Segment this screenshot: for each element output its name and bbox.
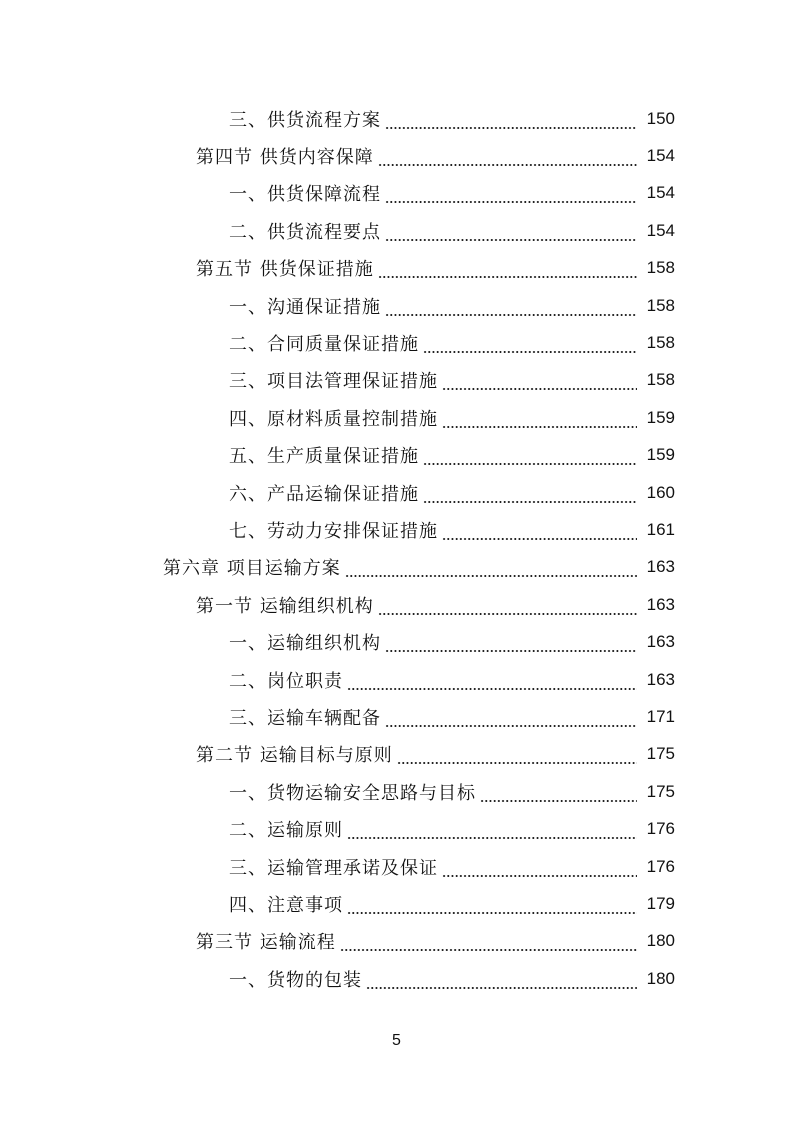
toc-entry[interactable]: [0, 474, 675, 511]
toc-entry[interactable]: [0, 437, 675, 474]
toc-entry-page: 180: [646, 968, 675, 988]
dot-leader: [385, 186, 637, 204]
toc-entry-label: 一、货物的包装: [229, 969, 362, 991]
dot-leader: [385, 224, 637, 242]
dot-leader: [442, 860, 637, 878]
dot-leader: [347, 822, 637, 840]
toc-entry-label: 七、劳动力安排保证措施: [229, 520, 438, 542]
toc-entry-page: 175: [646, 781, 675, 801]
page-number: 5: [392, 1032, 401, 1049]
toc-entry[interactable]: [0, 698, 675, 735]
toc-entry[interactable]: [0, 175, 675, 212]
toc-entry-label: 三、运输管理承诺及保证: [229, 857, 438, 879]
dot-leader: [366, 972, 637, 990]
toc-entry[interactable]: [0, 100, 675, 137]
toc-entry[interactable]: [0, 736, 675, 773]
toc-entry-label: 第四节 供货内容保障: [196, 147, 374, 169]
toc-entry-page: 176: [646, 819, 675, 839]
toc-entry-page: 179: [646, 893, 675, 913]
dot-leader: [442, 411, 637, 429]
toc-entry[interactable]: [0, 885, 675, 922]
dot-leader: [423, 336, 637, 354]
toc-entry-label: 第六章 项目运输方案: [163, 558, 341, 580]
toc-entry-label: 三、运输车辆配备: [229, 707, 381, 729]
toc-entry[interactable]: [0, 773, 675, 810]
toc-entry-label: 第五节 供货保证措施: [196, 259, 374, 281]
toc-entry-page: 158: [646, 258, 675, 278]
toc-entry[interactable]: [0, 137, 675, 174]
toc-entry-label: 一、沟通保证措施: [229, 296, 381, 318]
toc-entry[interactable]: [0, 549, 675, 586]
toc-entry[interactable]: [0, 250, 675, 287]
toc-entry-page: 159: [646, 407, 675, 427]
toc-entry-page: 158: [646, 370, 675, 390]
toc-entry[interactable]: [0, 399, 675, 436]
dot-leader: [423, 448, 637, 466]
dot-leader: [378, 261, 637, 279]
toc-entry-page: 158: [646, 333, 675, 353]
dot-leader: [480, 785, 637, 803]
toc-entry[interactable]: [0, 586, 675, 623]
toc-entry-page: 161: [646, 519, 675, 539]
dot-leader: [385, 112, 637, 130]
dot-leader: [340, 934, 637, 952]
toc-entry-label: 四、注意事项: [229, 894, 343, 916]
toc-entry[interactable]: [0, 661, 675, 698]
dot-leader: [385, 299, 637, 317]
toc-entry-label: 第三节 运输流程: [196, 932, 336, 954]
toc-entry[interactable]: [0, 212, 675, 249]
dot-leader: [345, 560, 637, 578]
toc-entry-page: 159: [646, 445, 675, 465]
dot-leader: [347, 897, 637, 915]
dot-leader: [385, 635, 637, 653]
toc-entry-page: 163: [646, 594, 675, 614]
toc-entry-page: 163: [646, 632, 675, 652]
toc-entry-label: 三、供货流程方案: [229, 109, 381, 131]
toc-entry-page: 176: [646, 856, 675, 876]
toc-entry[interactable]: [0, 362, 675, 399]
toc-entry-label: 二、运输原则: [229, 820, 343, 842]
toc-entry-label: 四、原材料质量控制措施: [229, 408, 438, 430]
toc-entry-label: 五、生产质量保证措施: [229, 446, 419, 468]
toc-entry-page: 158: [646, 295, 675, 315]
toc-entry-label: 三、项目法管理保证措施: [229, 371, 438, 393]
toc-entry[interactable]: [0, 511, 675, 548]
dot-leader: [347, 673, 637, 691]
toc-entry-label: 第二节 运输目标与原则: [196, 745, 393, 767]
toc-entry-label: 第一节 运输组织机构: [196, 595, 374, 617]
toc-entry-label: 六、产品运输保证措施: [229, 483, 419, 505]
toc-entry[interactable]: [0, 324, 675, 361]
toc-entry[interactable]: [0, 287, 675, 324]
toc-entry-page: 171: [646, 706, 675, 726]
toc-entry-page: 175: [646, 744, 675, 764]
toc-entry-label: 一、货物运输安全思路与目标: [229, 782, 476, 804]
toc-entry-page: 150: [646, 108, 675, 128]
toc-entry-page: 160: [646, 482, 675, 502]
toc-entry-label: 一、供货保障流程: [229, 184, 381, 206]
toc-entry-page: 180: [646, 931, 675, 951]
toc-entry-label: 二、岗位职责: [229, 670, 343, 692]
toc-entry-page: 163: [646, 557, 675, 577]
toc-entry[interactable]: [0, 923, 675, 960]
toc-entry-page: 154: [646, 183, 675, 203]
toc-entry-page: 154: [646, 146, 675, 166]
table-of-contents: [0, 100, 793, 997]
toc-entry-label: 一、运输组织机构: [229, 633, 381, 655]
dot-leader: [385, 710, 637, 728]
dot-leader: [442, 523, 637, 541]
dot-leader: [378, 149, 637, 167]
dot-leader: [397, 747, 637, 765]
toc-entry-label: 二、供货流程要点: [229, 221, 381, 243]
dot-leader: [442, 373, 637, 391]
toc-entry[interactable]: [0, 960, 675, 997]
toc-entry[interactable]: [0, 623, 675, 660]
toc-entry-page: 163: [646, 669, 675, 689]
toc-entry-page: 154: [646, 220, 675, 240]
toc-entry-label: 二、合同质量保证措施: [229, 334, 419, 356]
dot-leader: [423, 486, 637, 504]
toc-entry[interactable]: [0, 848, 675, 885]
dot-leader: [378, 598, 637, 616]
toc-entry[interactable]: [0, 810, 675, 847]
